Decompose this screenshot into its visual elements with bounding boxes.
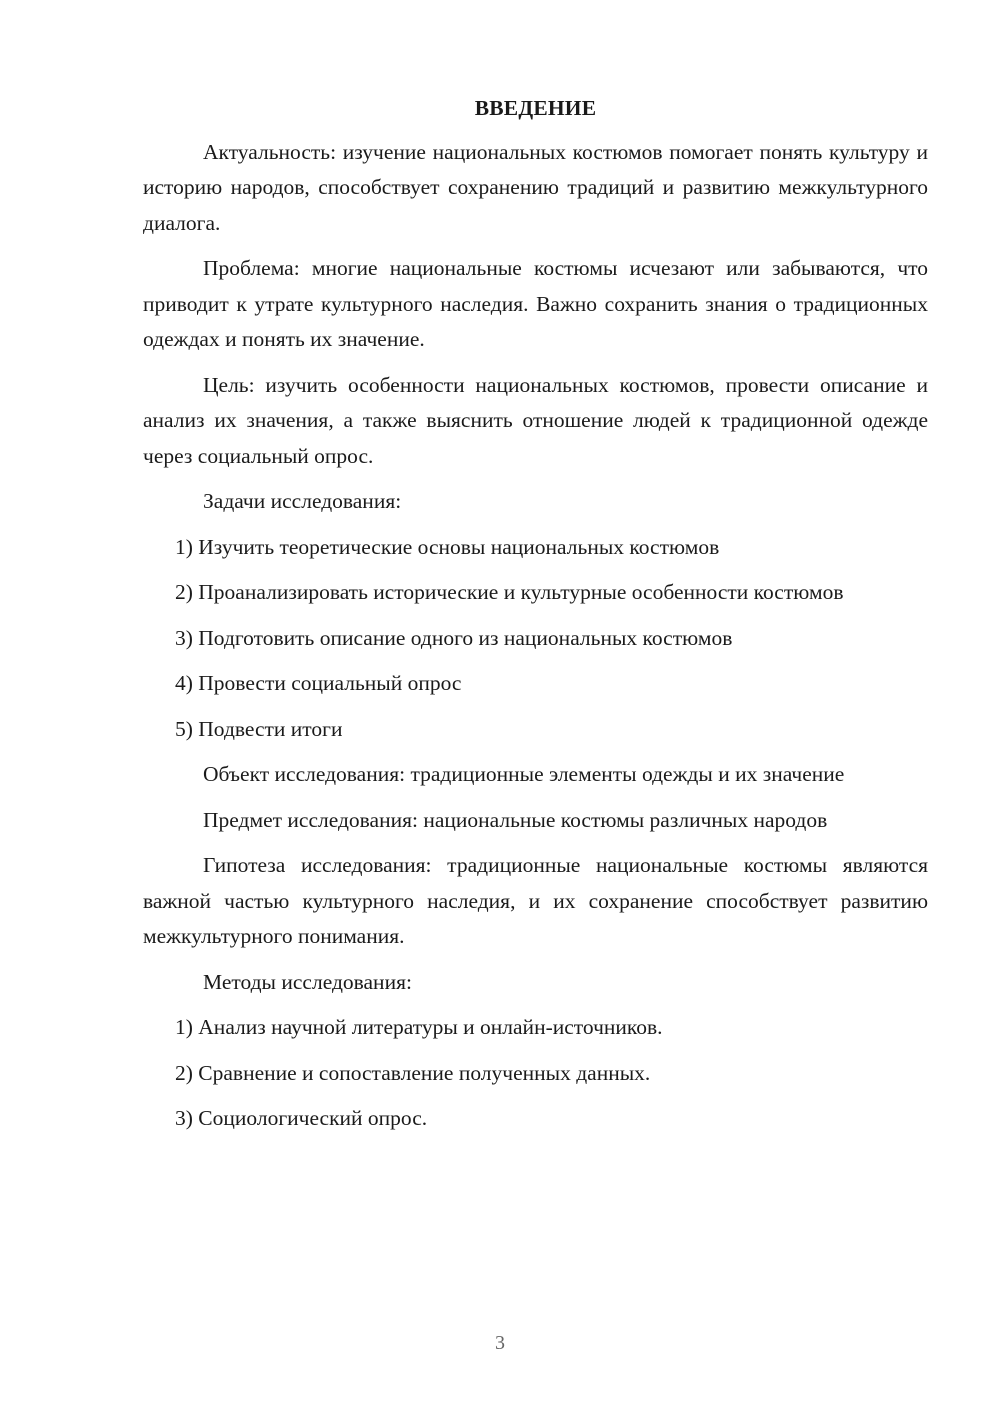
paragraph: Проблема: многие национальные костюмы исчезают или забываются, что приводит к утрате культурного наследия. Важно сохранить знания о традиционных одеждах и понять их значение. — [143, 256, 928, 351]
list-item: 3) Социологический опрос. — [175, 1106, 428, 1130]
list-item: 1) Анализ научной литературы и онлайн-источников. — [175, 1015, 663, 1039]
paragraph: Методы исследования: — [203, 969, 412, 994]
list-item: 2) Сравнение и сопоставление полученных данных. — [175, 1060, 651, 1085]
paragraph-list — [143, 135, 928, 1137]
paragraph: Задачи исследования: — [203, 489, 402, 513]
list-item: 4) Провести социальный опрос — [175, 671, 462, 695]
paragraph: Предмет исследования: национальные костюмы различных народов — [203, 807, 828, 832]
paragraph: Гипотеза исследования: традиционные национальные костюмы являются важной частью культурного наследия, и их сохранение способствует развитию межкультурного понимания. — [143, 853, 928, 948]
list-item: 5) Подвести итоги — [175, 716, 343, 741]
page-number: 3 — [495, 1332, 505, 1354]
list-item: 2) Проанализировать исторические и культурные особенности костюмов — [175, 580, 844, 604]
page-content — [143, 91, 928, 1147]
section-title: ВВЕДЕНИЕ — [474, 96, 597, 120]
paragraph: Актуальность: изучение национальных костюмов помогает понять культуру и историю народов, способствует сохранению традиций и развитию межкультурного диалога. — [143, 139, 928, 235]
list-item: 3) Подготовить описание одного из национальных костюмов — [175, 625, 733, 650]
paragraph: Цель: изучить особенности национальных костюмов, провести описание и анализ их значения, а также выяснить отношение людей к традиционной одежде через социальный опрос. — [143, 372, 928, 468]
paragraph: Объект исследования: традиционные элементы одежды и их значение — [203, 762, 845, 786]
list-item: 1) Изучить теоретические основы национальных костюмов — [175, 534, 720, 559]
